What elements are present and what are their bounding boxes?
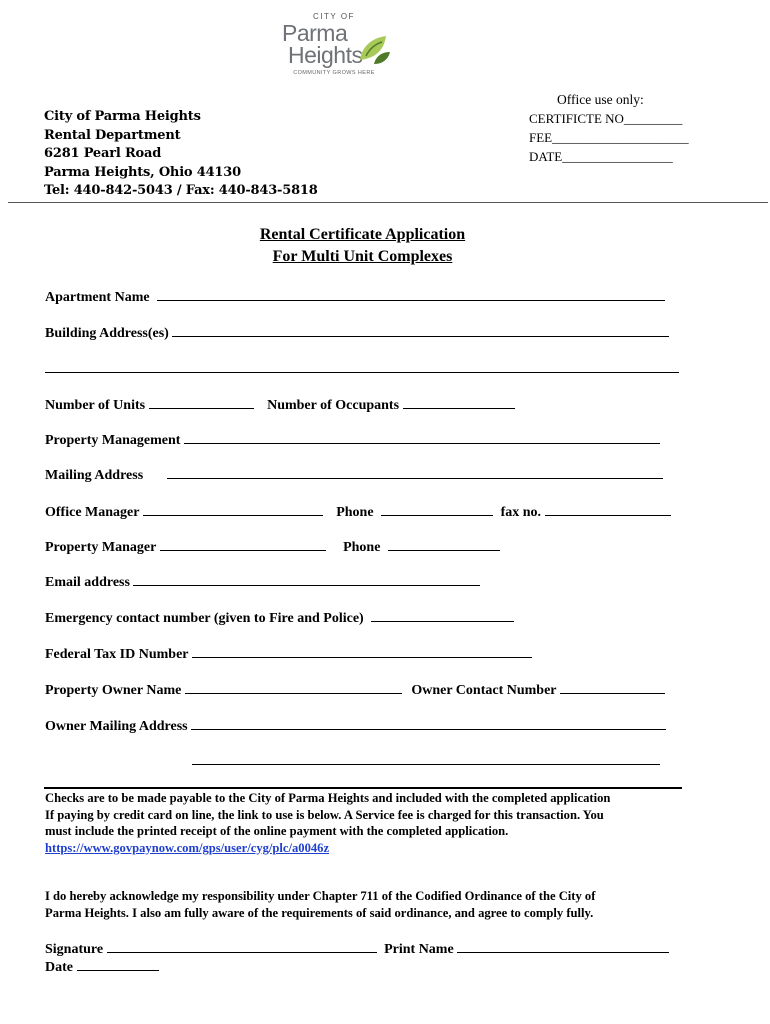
property-management-input[interactable] [184,430,660,444]
signature-label: Signature [45,942,104,957]
fax-label: fax no. [500,505,542,520]
apartment-name-row [45,287,665,307]
address-line: 6281 Pearl Road [44,146,162,161]
logo-tagline: COMMUNITY GROWS HERE [293,70,375,76]
mailing-address-label: Mailing Address [45,468,144,483]
owner-mailing-address-label: Owner Mailing Address [45,719,188,734]
property-owner-name-label: Property Owner Name [45,683,182,698]
owner-mailing-address-row [45,716,666,736]
building-address-input-2[interactable] [45,372,679,373]
fee-field: FEE_____________________ [529,130,689,145]
office-manager-row [45,502,671,522]
acknowledgement-text [45,888,595,921]
emergency-contact-row [45,608,514,628]
emergency-contact-label: Emergency contact number (given to Fire and Police) [45,611,364,626]
property-manager-phone-label: Phone [343,540,381,555]
owner-mailing-address-input[interactable] [191,716,666,730]
federal-tax-id-row [45,644,532,664]
office-manager-phone-label: Phone [336,505,374,520]
property-manager-label: Property Manager [45,540,157,555]
payment-note-line: Checks are to be made payable to the City of Parma Heights and included with the completed application [45,791,611,805]
owner-contact-number-input[interactable] [560,680,665,694]
print-name-label: Print Name [384,942,454,957]
office-use-heading: Office use only: [557,92,644,107]
property-owner-row [45,680,665,700]
payment-notes [45,790,610,856]
emergency-contact-input[interactable] [371,608,514,622]
email-label: Email address [45,575,130,590]
date-row [45,957,159,977]
address-line: City of Parma Heights [44,109,201,124]
federal-tax-id-input[interactable] [192,644,532,658]
building-address-input[interactable] [172,323,669,337]
mailing-address-row [45,465,663,485]
logo-word-parma: Parma [282,20,348,46]
address-line: Rental Department [44,127,181,143]
apartment-name-label: Apartment Name [45,290,150,305]
address-line: Tel: 440-842-5043 / Fax: 440-843-5818 [44,183,318,198]
email-input[interactable] [133,572,480,586]
number-of-occupants-label: Number of Occupants [267,398,400,413]
building-address-label: Building Address(es) [45,326,169,341]
property-manager-row [45,537,500,557]
header-divider [8,202,768,203]
leaf-icon [356,30,392,66]
logo-word-heights: Heights [288,42,363,68]
number-of-units-label: Number of Units [45,398,146,413]
fax-input[interactable] [545,502,671,516]
date-field: DATE_________________ [529,149,673,164]
number-of-units-input[interactable] [149,395,254,409]
form-subtitle: For Multi Unit Complexes [272,248,453,265]
property-owner-name-input[interactable] [185,680,402,694]
office-manager-phone-input[interactable] [381,502,493,516]
payment-note-line: must include the printed receipt of the online payment with the completed application. [45,824,509,838]
signature-date-label: Date [45,960,73,975]
address-line: Parma Heights, Ohio 44130 [44,164,241,180]
office-manager-label: Office Manager [45,505,140,520]
address-block [44,108,318,201]
email-row [45,572,480,592]
mailing-address-input[interactable] [167,465,663,479]
acknowledgement-line: I do hereby acknowledge my responsibility under Chapter 711 of the Codified Ordinance of the City of [45,889,596,903]
signature-date-input[interactable] [77,957,159,971]
owner-mailing-address-input-2[interactable] [192,764,660,765]
property-manager-phone-input[interactable] [388,537,500,551]
signature-input[interactable] [107,939,377,953]
property-management-label: Property Management [45,433,181,448]
print-name-input[interactable] [457,939,669,953]
number-of-occupants-input[interactable] [403,395,515,409]
units-occupants-row [45,395,515,415]
apartment-name-input[interactable] [157,287,665,301]
form-title: Rental Certificate Application [259,226,466,243]
property-management-row [45,430,660,450]
federal-tax-id-label: Federal Tax ID Number [45,647,189,662]
certificate-number-field: CERTIFICTE NO_________ [529,111,683,126]
logo-city-text: CITY OF [313,12,355,21]
building-address-row [45,323,669,343]
property-manager-input[interactable] [160,537,326,551]
office-manager-input[interactable] [143,502,323,516]
payment-link[interactable]: https://www.govpaynow.com/gps/user/cyg/plc/a0046z [45,840,330,855]
section-divider [44,787,682,789]
payment-note-line: If paying by credit card on line, the link to use is below. A Service fee is charged for this transaction. You [45,807,604,822]
city-logo [276,12,392,80]
acknowledgement-line: Parma Heights. I also am fully aware of the requirements of said ordinance, and agree to comply fully. [45,905,594,920]
office-use-block [529,90,689,166]
owner-contact-number-label: Owner Contact Number [411,683,557,698]
signature-row [45,939,669,959]
